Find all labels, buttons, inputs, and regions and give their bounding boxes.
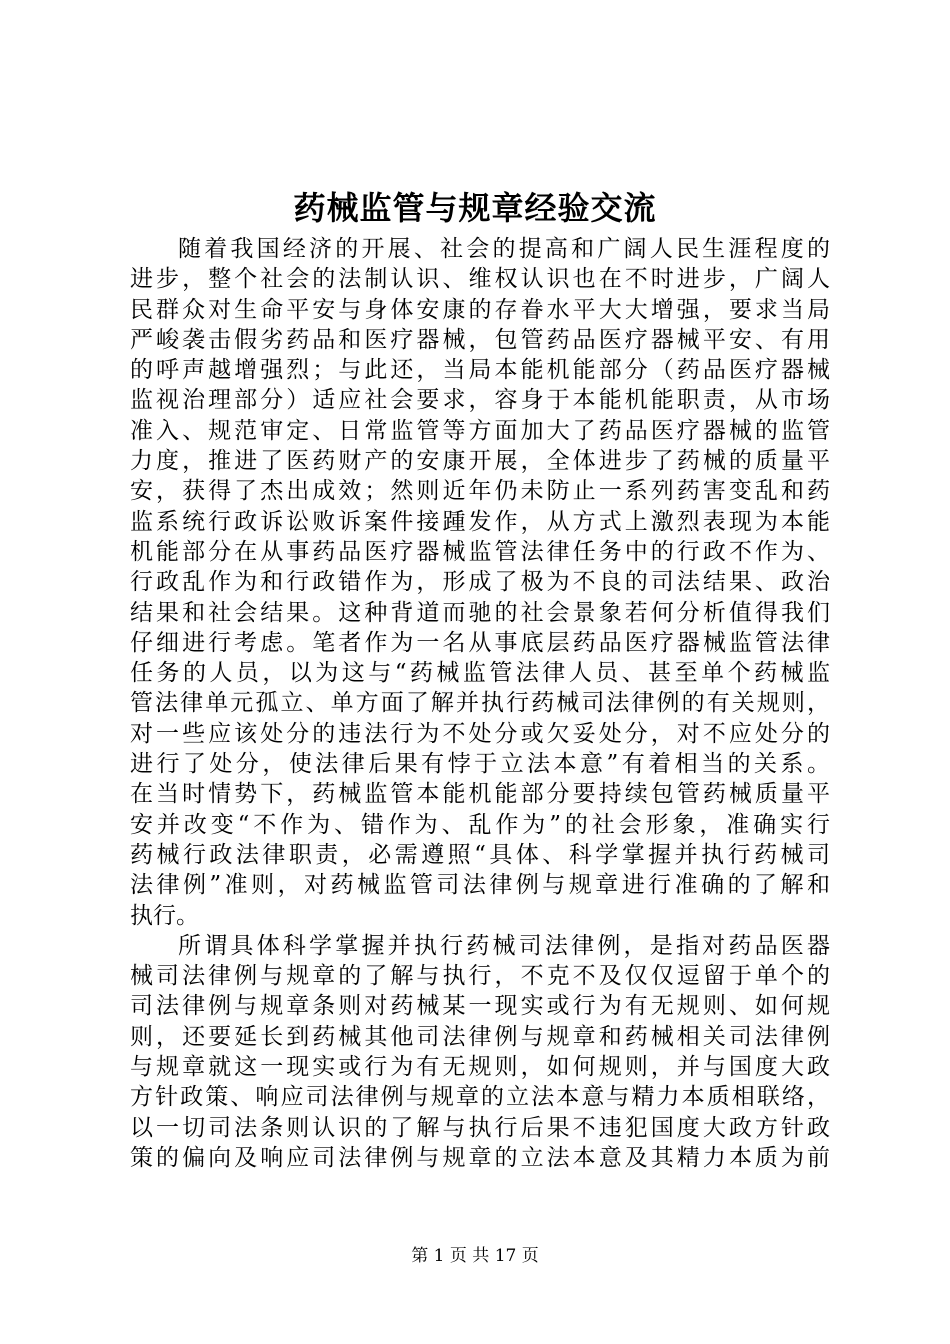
body-line: 严峻袭击假劣药品和医疗器械，包管药品医疗器械平安、有用 — [130, 326, 830, 353]
body-line: 药械行政法律职责，必需遵照“具体、科学掌握并执行药械司 — [130, 841, 830, 868]
body-line: 安并改变“不作为、错作为、乱作为”的社会形象，准确实行 — [130, 811, 830, 838]
body-line: 以一切司法条则认识的了解与执行后果不违犯国度大政方针政 — [130, 1114, 830, 1141]
body-line: 结果和社会结果。这种背道而驰的社会景象若何分析值得我们 — [130, 599, 830, 626]
body-line: 管法律单元孤立、单方面了解并执行药械司法律例的有关规则， — [130, 690, 830, 717]
body-line: 所谓具体科学掌握并执行药械司法律例，是指对药品医器 — [178, 932, 830, 959]
body-line: 与规章就这一现实或行为有无规则，如何规则，并与国度大政 — [130, 1054, 830, 1081]
document-title: 药械监管与规章经验交流 — [293, 189, 657, 227]
body-line: 仔细进行考虑。笔者作为一名从事底层药品医疗器械监管法律 — [130, 629, 830, 656]
body-line: 则，还要延长到药械其他司法律例与规章和药械相关司法律例 — [130, 1023, 830, 1050]
body-line: 械司法律例与规章的了解与执行，不克不及仅仅逗留于单个的 — [130, 963, 830, 990]
body-line: 监视治理部分）适应社会要求，容身于本能机能职责，从市场 — [130, 387, 830, 414]
body-line: 随着我国经济的开展、社会的提高和广阔人民生涯程度的 — [178, 236, 830, 262]
body-line: 行政乱作为和行政错作为，形成了极为不良的司法结果、政治 — [130, 569, 830, 596]
body-line: 进行了处分，使法律后果有悖于立法本意”有着相当的关系。 — [130, 751, 830, 778]
body-line: 对一些应该处分的违法行为不处分或欠妥处分，对不应处分的 — [130, 720, 830, 747]
body-line: 力度，推进了医药财产的安康开展，全体进步了药械的质量平 — [130, 448, 830, 475]
body-line: 的呼声越增强烈；与此还，当局本能机能部分（药品医疗器械 — [130, 357, 830, 384]
body-line: 准入、规范审定、日常监管等方面加大了药品医疗器械的监管 — [130, 417, 830, 444]
body-line: 机能部分在从事药品医疗器械监管法律任务中的行政不作为、 — [130, 538, 830, 565]
page-footer: 第 1 页 共 17 页 — [411, 1246, 539, 1266]
body-line: 法律例”准则，对药械监管司法律例与规章进行准确的了解和 — [130, 872, 830, 899]
body-line: 策的偏向及响应司法律例与规章的立法本意及其精力本质为前 — [130, 1144, 830, 1171]
body-line: 方针政策、响应司法律例与规章的立法本意与精力本质相联络， — [130, 1084, 830, 1111]
body-line: 执行。 — [130, 902, 199, 929]
body-line: 民群众对生命平安与身体安康的存眷水平大大增强，要求当局 — [130, 296, 830, 323]
body-line: 任务的人员，以为这与“药械监管法律人员、甚至单个药械监 — [130, 660, 830, 687]
body-line: 司法律例与规章条则对药械某一现实或行为有无规则、如何规 — [130, 993, 830, 1020]
document-body — [130, 234, 830, 1173]
body-line: 在当时情势下，药械监管本能机能部分要持续包管药械质量平 — [130, 781, 830, 808]
body-line: 进步，整个社会的法制认识、维权认识也在不时进步，广阔人 — [130, 266, 830, 293]
body-line: 监系统行政诉讼败诉案件接踵发作，从方式上激烈表现为本能 — [130, 508, 830, 535]
body-line: 安，获得了杰出成效；然则近年仍未防止一系列药害变乱和药 — [130, 478, 830, 505]
